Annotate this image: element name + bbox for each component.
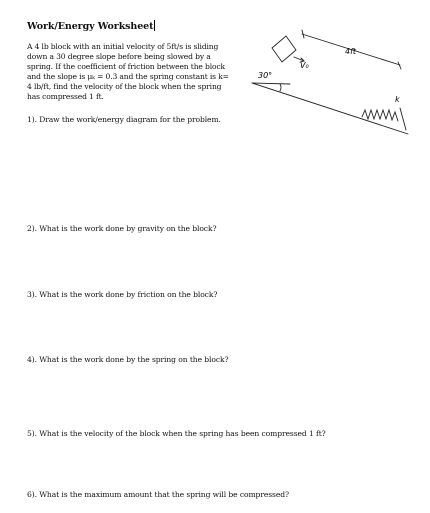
question-3: 3). What is the work done by friction on the block? xyxy=(27,290,218,299)
block xyxy=(272,36,296,62)
spring-constant-label: k xyxy=(395,95,400,104)
problem-line: spring. If the coefficient of friction between the block xyxy=(27,62,226,72)
problem-line: has compressed 1 ft. xyxy=(27,92,104,102)
problem-line: down a 30 degree slope before being slowed by a xyxy=(27,52,211,62)
ground-line xyxy=(252,83,290,84)
question-6: 6). What is the maximum amount that the spring will be compressed? xyxy=(27,490,289,499)
spring-coil xyxy=(362,110,398,121)
incline-line xyxy=(252,83,408,134)
problem-statement xyxy=(27,42,252,103)
question-2: 2). What is the work done by gravity on the block? xyxy=(27,224,217,233)
question-5: 5). What is the velocity of the block when the spring has been compressed 1 ft? xyxy=(27,429,326,438)
angle-label: 30° xyxy=(258,71,273,80)
problem-line: and the slope is μₖ = 0.3 and the spring constant is k= xyxy=(27,72,229,82)
problem-line: A 4 lb block with an initial velocity of 5ft/s is sliding xyxy=(27,42,219,51)
distance-label: 4ft xyxy=(345,47,357,56)
text-cursor xyxy=(154,20,155,31)
incline-spring-diagram xyxy=(250,20,420,140)
spring-wall xyxy=(400,108,406,130)
worksheet-title-text: Work/Energy Worksheet xyxy=(27,21,154,32)
angle-arc xyxy=(280,84,281,91)
velocity-label: V₀ xyxy=(300,61,309,70)
question-1: 1). Draw the work/energy diagram for the problem. xyxy=(27,115,221,124)
problem-line: 4 lb/ft, find the velocity of the block when the spring xyxy=(27,82,222,92)
question-4: 4). What is the work done by the spring on the block? xyxy=(27,355,229,364)
worksheet-title xyxy=(27,20,155,32)
